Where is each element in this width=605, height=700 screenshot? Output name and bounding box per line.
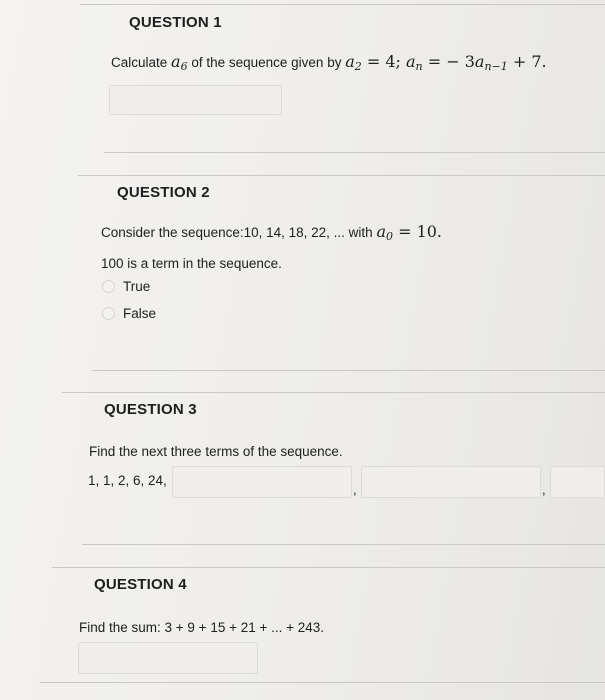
- option-label: False: [123, 306, 157, 321]
- question-2-text: Consider the sequence:10, 14, 18, 22, ... with $a_0 = 10$.: [101, 222, 443, 243]
- recurrence-formula: $a_2 = 4$; $a_n$ = − $3a_{n-1} + 7$.: [345, 52, 547, 73]
- question-1-title: QUESTION 1: [129, 14, 222, 31]
- divider: [80, 4, 605, 5]
- question-4-text: Find the sum: 3 + 9 + 15 + 21 + ... + 243.: [79, 620, 325, 635]
- radio-button[interactable]: [102, 280, 115, 293]
- question-3-answer-2-input[interactable]: [361, 466, 541, 498]
- question-4-title: QUESTION 4: [94, 576, 187, 593]
- term-a6: $a_6$: [171, 52, 188, 73]
- divider: [52, 567, 605, 568]
- term-a0: $a_0 = 10$.: [376, 222, 443, 243]
- question-2-title: QUESTION 2: [117, 184, 210, 201]
- separator-comma: ,: [542, 482, 546, 497]
- divider: [92, 370, 605, 371]
- question-3-sequence: 1, 1, 2, 6, 24,: [88, 473, 167, 488]
- question-4-answer-input[interactable]: [78, 642, 258, 674]
- question-1-text: Calculate $a_6$ of the sequence given by $a_2 = 4$; $a_n$ = − $3a_{n-1} + 7$.: [111, 52, 547, 73]
- question-3-answer-3-input[interactable]: [550, 466, 605, 498]
- divider: [82, 544, 605, 545]
- option-true[interactable]: [102, 279, 150, 294]
- question-3-answer-1-input[interactable]: [172, 466, 352, 498]
- separator-comma: ,: [353, 482, 357, 497]
- divider: [104, 152, 605, 153]
- question-1-answer-input[interactable]: [109, 85, 282, 115]
- divider: [78, 175, 605, 176]
- divider: [62, 392, 605, 393]
- radio-button[interactable]: [102, 307, 115, 320]
- divider: [40, 682, 605, 683]
- question-2-statement: 100 is a term in the sequence.: [101, 256, 282, 271]
- option-false[interactable]: [102, 306, 156, 321]
- question-3-text: Find the next three terms of the sequence.: [89, 444, 343, 459]
- question-3-title: QUESTION 3: [104, 401, 197, 418]
- option-label: True: [123, 279, 151, 294]
